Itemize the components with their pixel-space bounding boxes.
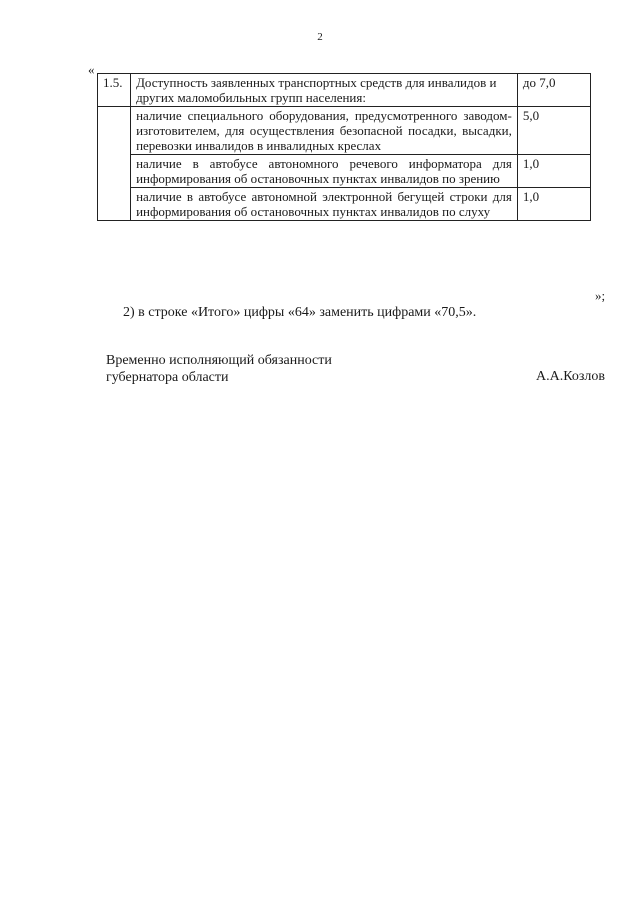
row-value: 1,0	[517, 188, 590, 221]
page-number: 2	[317, 31, 323, 43]
table-row	[98, 155, 591, 188]
signatory-title	[106, 352, 332, 386]
opening-quote-mark: «	[88, 62, 95, 77]
row-number	[98, 155, 131, 188]
criteria-table	[97, 73, 591, 221]
row-value: до 7,0	[517, 74, 590, 107]
row-description: наличие в автобусе автономного речевого информатора для информирования об остановочных пунктах инвалидов по зрению	[131, 155, 518, 188]
table-row	[98, 107, 591, 155]
row-value: 1,0	[517, 155, 590, 188]
signatory-name: А.А.Козлов	[536, 369, 605, 384]
signatory-title-line: губернатора области	[106, 370, 229, 385]
row-description: наличие специального оборудования, предусмотренного заводом-изготовителем, для осуществления безопасной посадки, высадки, перевозки инвалидов в инвалидных креслах	[131, 107, 518, 155]
table-row	[98, 188, 591, 221]
closing-quote-mark: »;	[595, 288, 606, 303]
amendment-paragraph: 2) в строке «Итого» цифры «64» заменить цифрами «70,5».	[123, 305, 477, 320]
row-description: Доступность заявленных транспортных средств для инвалидов и других маломобильных групп населения:	[131, 74, 518, 107]
row-number: 1.5.	[98, 74, 131, 107]
row-description: наличие в автобусе автономной электронной бегущей строки для информирования об остановочных пунктах инвалидов по слуху	[131, 188, 518, 221]
row-number	[98, 107, 131, 155]
row-number	[98, 188, 131, 221]
table-row	[98, 74, 591, 107]
row-value: 5,0	[517, 107, 590, 155]
signatory-title-line: Временно исполняющий обязанности	[106, 353, 332, 368]
